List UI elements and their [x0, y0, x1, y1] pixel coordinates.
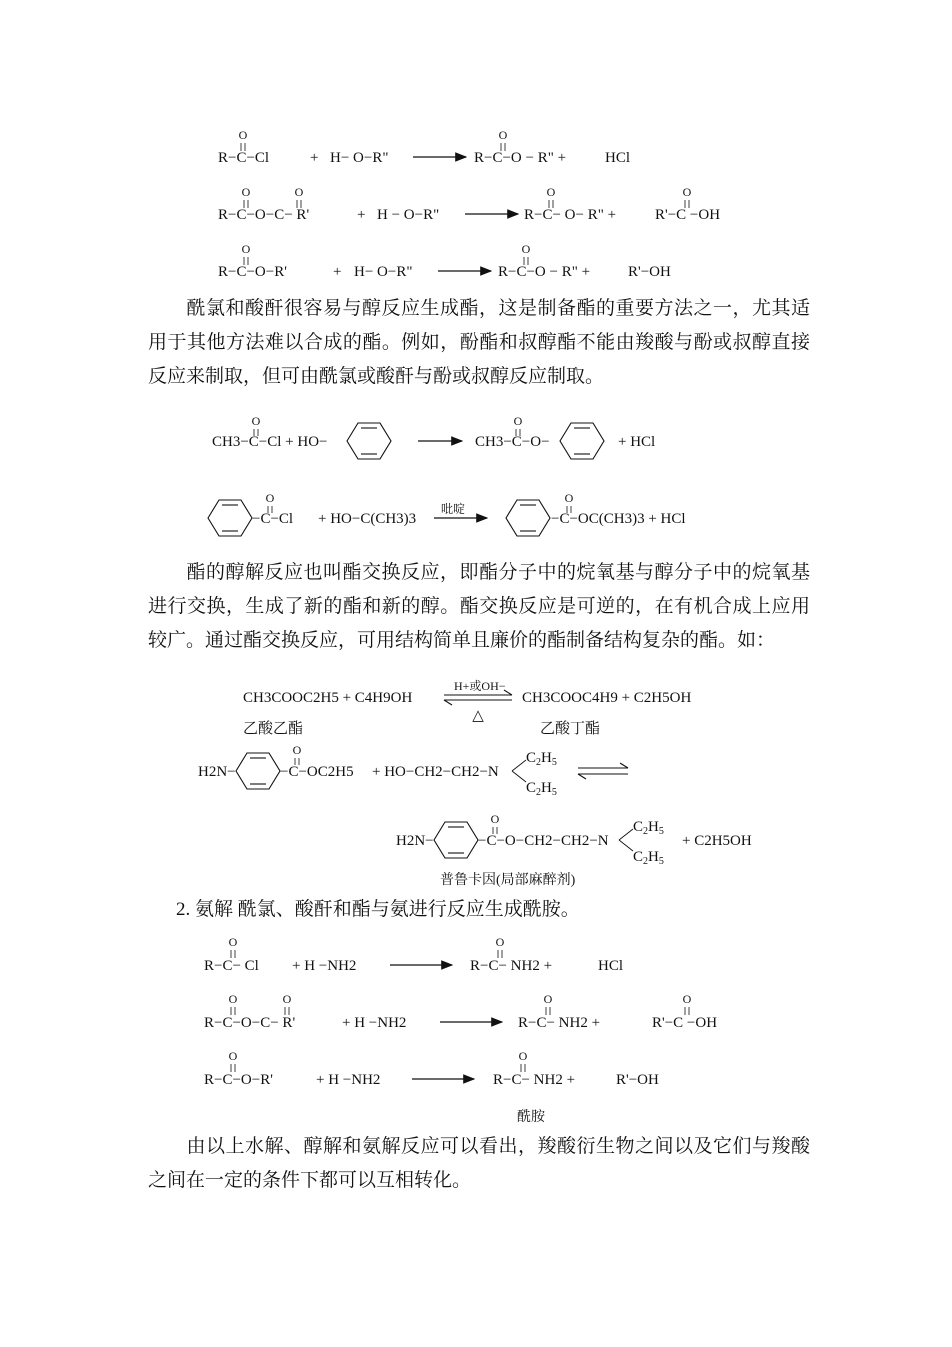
product-ester: R−C−O − R" + — [474, 150, 567, 166]
svg-text:O: O — [228, 1049, 238, 1063]
svg-text:O: O — [495, 935, 505, 949]
reaction-ethyl-acetate-butanol — [243, 679, 691, 737]
svg-text:C2H5: $C_2H_5$ — [526, 750, 557, 768]
alcoholysis-reaction-anhydride — [218, 185, 720, 223]
reagent-alcohol: H− O−R" — [330, 150, 389, 166]
product-amide: R−C− NH2 + — [470, 958, 553, 974]
name-butyl-acetate: 乙酸丁酯 — [540, 721, 601, 737]
product-tert-butyl-benzoate: −C−OC(CH3)3 + HCl — [551, 511, 686, 527]
paragraph-transesterification: 酯的醇解反应也叫酯交换反应，即酯分子中的烷氧基与醇分子中的烷氧基进行交换，生成了新的酯和新的醇。酯交换反应是可逆的，在有机合成上应用较广。通过酯交换反应，可用结构简单且廉价的酯制备结构复杂的酯。如： — [148, 562, 810, 651]
ammonolysis-reaction-anhydride — [204, 992, 717, 1031]
section-heading-ammonolysis: 2. 氨解 酰氯、酸酐和酯与氨进行反应生成酰胺。 — [176, 899, 580, 920]
condition-catalyst: H+或OH− — [454, 679, 506, 693]
condition-heat: △ — [472, 708, 484, 724]
product-ester: R−C−O − R" + — [498, 264, 591, 280]
svg-text:O: O — [294, 185, 304, 199]
svg-text:O: O — [282, 992, 292, 1006]
ammonolysis-reactions — [0, 930, 952, 1130]
reactant-acetyl-chloride: CH3−C−Cl + HO− — [212, 434, 328, 450]
benzene-ring — [560, 423, 604, 459]
reaction-procaine-synthesis — [198, 743, 752, 888]
svg-text:C2H5: $C_2H_5$ — [633, 849, 664, 867]
reactant-anhydride: R−C−O−C− R' — [204, 1015, 296, 1031]
reagent-diethylaminoethanol: + HO−CH2−CH2−N — [372, 764, 499, 780]
reagent-tert-butanol: + HO−C(CH3)3 — [318, 511, 417, 527]
svg-text:O: O — [564, 491, 574, 505]
svg-text:O: O — [251, 414, 261, 428]
alcoholysis-reaction-acyl-chloride — [218, 128, 630, 166]
svg-text:+: + — [310, 150, 319, 166]
caption-amide: 酰胺 — [517, 1110, 545, 1125]
product-amide: R−C− NH2 + — [493, 1072, 576, 1088]
svg-text:O: O — [498, 128, 508, 142]
condition-pyridine: 吡啶 — [441, 502, 466, 516]
benzene-ring — [434, 822, 478, 858]
benzene-ring — [506, 500, 550, 536]
ammonolysis-reaction-ester — [204, 1049, 659, 1125]
byproduct-hcl: + HCl — [618, 434, 656, 450]
svg-text:O: O — [513, 414, 523, 428]
svg-text:O: O — [265, 491, 275, 505]
byproduct-hcl: HCl — [605, 150, 631, 166]
svg-text:O: O — [543, 992, 553, 1006]
byproduct-acid: R'−C −OH — [652, 1015, 718, 1031]
reaction-benzoyl-chloride-tert-butanol — [208, 491, 686, 536]
product-phenyl-acetate: CH3−C−O− — [475, 434, 550, 450]
reagent-ammonia: + H −NH2 — [292, 958, 357, 974]
product-procaine: −C−O−CH2−CH2−N — [478, 833, 609, 849]
svg-text:O: O — [518, 1049, 528, 1063]
byproduct-acid: R'−C −OH — [655, 207, 721, 223]
name-ethyl-acetate: 乙酸乙酯 — [243, 721, 304, 737]
benzene-ring — [347, 423, 391, 459]
svg-text:+: + — [357, 207, 366, 223]
products-butyl-acetate-ethanol: CH3COOC4H9 + C2H5OH — [522, 690, 692, 706]
svg-text:H2N−: H2N− — [396, 833, 434, 849]
svg-text:O: O — [546, 185, 556, 199]
svg-text:+: + — [333, 264, 342, 280]
reactant-acyl-chloride: R−C−Cl — [218, 150, 270, 166]
svg-text:O: O — [490, 812, 500, 826]
reactants-ethyl-acetate-butanol: CH3COOC2H5 + C4H9OH — [243, 690, 413, 706]
svg-text:H2N−: H2N− — [198, 764, 236, 780]
phenol-ester-reactions — [0, 405, 952, 545]
reactant-ester: R−C−O−R' — [218, 264, 287, 280]
reactant-acyl-chloride: R−C− Cl — [204, 958, 259, 974]
reagent-alcohol: H − O−R" — [377, 207, 440, 223]
alcoholysis-reactions — [0, 110, 952, 290]
byproduct-ethanol: + C2H5OH — [682, 833, 752, 849]
reactant-ethyl-aminobenzoate: −C−OC2H5 — [280, 764, 354, 780]
ammonolysis-reaction-acyl-chloride — [204, 935, 623, 974]
reagent-ammonia: + H −NH2 — [316, 1072, 381, 1088]
svg-text:C2H5: $C_2H_5$ — [526, 780, 557, 798]
alcoholysis-reaction-ester — [218, 242, 671, 280]
byproduct-hcl: HCl — [598, 958, 624, 974]
byproduct-alcohol: R'−OH — [616, 1072, 659, 1088]
reactant-ester: R−C−O−R' — [204, 1072, 273, 1088]
paragraph-conversion-summary: 由以上水解、醇解和氨解反应可以看出，羧酸衍生物之间以及它们与羧酸之间在一定的条件下都可以互相转化。 — [148, 1136, 810, 1191]
product-amide: R−C− NH2 + — [518, 1015, 601, 1031]
svg-text:O: O — [292, 743, 302, 757]
svg-text:O: O — [241, 185, 251, 199]
reaction-acetyl-chloride-phenol — [212, 414, 655, 459]
transesterification-reactions — [0, 668, 952, 898]
svg-text:O: O — [682, 185, 692, 199]
svg-text:O: O — [241, 242, 251, 256]
name-procaine: 普鲁卡因(局部麻醉剂) — [440, 873, 576, 888]
svg-text:O: O — [682, 992, 692, 1006]
svg-text:O: O — [228, 935, 238, 949]
reagent-ammonia: + H −NH2 — [342, 1015, 407, 1031]
benzene-ring — [236, 753, 280, 789]
paragraph-acyl-alcoholysis: 酰氯和酸酐很容易与醇反应生成酯，这是制备酯的重要方法之一，尤其适用于其他方法难以合成的酯。例如，酚酯和叔醇酯不能由羧酸与酚或叔醇直接反应来制取，但可由酰氯或酸酐与酚或叔醇反应制取。 — [148, 298, 810, 387]
reactant-anhydride: R−C−O−C− R' — [218, 207, 310, 223]
benzene-ring — [208, 500, 252, 536]
svg-text:O: O — [521, 242, 531, 256]
reagent-alcohol: H− O−R" — [354, 264, 413, 280]
svg-text:C2H5: $C_2H_5$ — [633, 819, 664, 837]
svg-text:O: O — [238, 128, 248, 142]
reactant-benzoyl-chloride: −C−Cl — [252, 511, 294, 527]
svg-text:O: O — [228, 992, 238, 1006]
byproduct-alcohol: R'−OH — [628, 264, 671, 280]
product-ester: R−C− O− R" + — [524, 207, 617, 223]
